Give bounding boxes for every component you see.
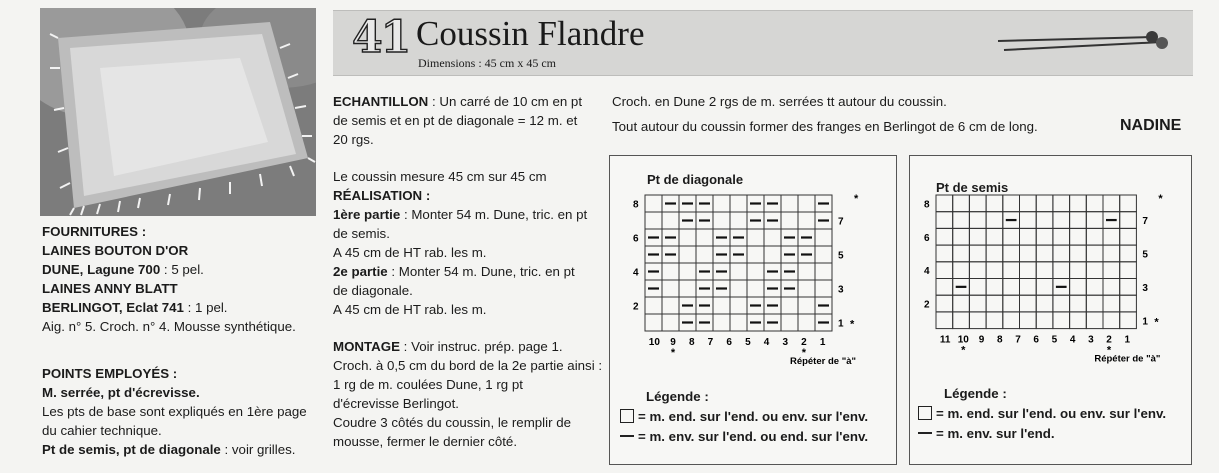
grid-cell xyxy=(662,280,679,297)
grid-cell xyxy=(815,229,832,246)
row-label-left: 4 xyxy=(924,266,930,278)
grid-cell xyxy=(798,212,815,229)
yarn-1: DUNE, Lagune 700 xyxy=(42,262,161,277)
grid-cell xyxy=(815,280,832,297)
row-label-right: 7 xyxy=(838,216,844,228)
grid-cell xyxy=(1120,279,1137,296)
grid-cell xyxy=(1036,212,1053,229)
row-label-right: 1 xyxy=(838,318,844,330)
grid-cell xyxy=(953,228,970,245)
grid-cell xyxy=(645,314,662,331)
grid-cell xyxy=(679,229,696,246)
row-label-left: 6 xyxy=(633,233,639,245)
pattern-title: Coussin Flandre xyxy=(416,14,645,53)
col-label: 7 xyxy=(707,337,714,348)
col-label: 3 xyxy=(1088,334,1094,346)
star-bottom: * xyxy=(850,318,855,331)
grid-cell xyxy=(1086,212,1103,229)
points-grids-line xyxy=(42,440,332,459)
grid-cell xyxy=(1070,228,1087,245)
part2-label: 2e partie xyxy=(333,264,388,279)
grid-cell xyxy=(1070,279,1087,296)
grid-cell xyxy=(1003,279,1020,296)
square-icon xyxy=(620,409,634,423)
brand-2: LAINES ANNY BLATT xyxy=(42,281,178,296)
grid-cell xyxy=(781,195,798,212)
grid-cell xyxy=(1120,262,1137,279)
grid-cell xyxy=(747,246,764,263)
grid-cell xyxy=(798,263,815,280)
grid-cell xyxy=(730,195,747,212)
grid-cell xyxy=(730,280,747,297)
col-label: 6 xyxy=(726,337,732,348)
grid-cell xyxy=(986,195,1003,212)
measure-line: Le coussin mesure 45 cm sur 45 cm xyxy=(333,169,547,184)
yarn-2: BERLINGOT, Eclat 741 xyxy=(42,300,184,315)
grid-cell xyxy=(730,297,747,314)
grid-cell xyxy=(662,212,679,229)
part2-line-2: de diagonale. xyxy=(333,283,413,298)
finishing-line-2: Tout autour du coussin former des franges en Berlingot de 6 cm de long. xyxy=(612,119,1038,134)
grid-cell xyxy=(645,297,662,314)
realisation-heading: RÉALISATION : xyxy=(333,188,431,203)
grid-cell xyxy=(1070,195,1087,212)
grid-cell xyxy=(969,312,986,329)
grid-cell xyxy=(798,195,815,212)
grid-cell xyxy=(730,314,747,331)
row-label-left: 8 xyxy=(633,199,639,211)
repeat-star: * xyxy=(961,344,966,357)
col-label: 10 xyxy=(957,334,969,346)
diagonal-stitch-grid xyxy=(615,185,885,385)
repeat-star: * xyxy=(801,347,807,359)
grid-cell xyxy=(730,212,747,229)
grid-cell xyxy=(1086,228,1103,245)
col-label: 4 xyxy=(1069,334,1076,346)
row-label-left: 2 xyxy=(633,301,639,313)
square-icon xyxy=(918,406,932,420)
echantillon-line-2: de semis et en pt de diagonale = 12 m. et xyxy=(333,113,578,128)
grid-cell xyxy=(1103,312,1120,329)
diagonal-legend-dash-row xyxy=(620,427,868,447)
echantillon-label: ECHANTILLON xyxy=(333,94,429,109)
grid-cell xyxy=(1103,228,1120,245)
grid-cell xyxy=(1120,195,1137,212)
points-note-2: du cahier technique. xyxy=(42,423,162,438)
repeat-star: * xyxy=(1106,344,1112,357)
part1-text-1: : Monter 54 m. Dune, tric. en pt xyxy=(400,207,588,222)
col-label: 9 xyxy=(978,334,985,346)
grid-cell xyxy=(953,312,970,329)
grid-cell xyxy=(953,295,970,312)
grid-cell xyxy=(1020,279,1037,296)
col-label: 2 xyxy=(1106,334,1112,346)
grid-cell xyxy=(1020,312,1037,329)
grid-cell xyxy=(1053,195,1070,212)
grid-cell xyxy=(1020,295,1037,312)
grid-cell xyxy=(798,314,815,331)
grid-cell xyxy=(1003,262,1020,279)
grid-cell xyxy=(936,195,953,212)
grid-cell xyxy=(969,212,986,229)
grid-cell xyxy=(1070,312,1087,329)
grid-cell xyxy=(781,314,798,331)
yarn-1-qty: : 5 pel. xyxy=(160,262,204,277)
col-label: 8 xyxy=(688,337,695,348)
grid-cell xyxy=(969,279,986,296)
row-label-right: 5 xyxy=(1142,249,1148,261)
semis-legend-square-row xyxy=(918,404,1166,424)
knitting-needles-icon xyxy=(992,26,1178,71)
grid-cell xyxy=(1086,195,1103,212)
grid-cell xyxy=(1053,228,1070,245)
grid-cell xyxy=(747,229,764,246)
grid-cell xyxy=(679,246,696,263)
grid-cell xyxy=(986,262,1003,279)
points-grids-rest: : voir grilles. xyxy=(220,442,296,457)
grid-cell xyxy=(781,212,798,229)
semis-legend-square: = m. end. sur l'end. ou env. sur l'env. xyxy=(936,406,1167,421)
instructions-column xyxy=(333,92,605,451)
grid-cell xyxy=(936,228,953,245)
grid-cell xyxy=(969,295,986,312)
part1-line-1 xyxy=(333,205,605,224)
part2-line-3: A 45 cm de HT rab. les m. xyxy=(333,302,487,317)
grid-cell xyxy=(679,263,696,280)
echantillon-line-1 xyxy=(333,92,605,111)
grid-cell xyxy=(713,297,730,314)
grid-cell xyxy=(662,263,679,280)
grid-cell xyxy=(1036,228,1053,245)
grid-cell xyxy=(815,246,832,263)
brand-1: LAINES BOUTON D'OR xyxy=(42,243,189,258)
grid-cell xyxy=(986,279,1003,296)
grid-cell xyxy=(1053,262,1070,279)
grid-cell xyxy=(1053,312,1070,329)
finishing-line-1: Croch. en Dune 2 rgs de m. serrées tt autour du coussin. xyxy=(612,94,947,109)
row-label-right: 5 xyxy=(838,250,844,262)
montage-line-2: Croch. à 0,5 cm du bord de la 2e partie ainsi : xyxy=(333,358,603,373)
diagonal-legend-square: = m. end. sur l'end. ou env. sur l'env. xyxy=(638,409,869,424)
col-label: 6 xyxy=(1033,334,1039,346)
row-label-left: 2 xyxy=(924,299,930,311)
points-heading: POINTS EMPLOYÉS : xyxy=(42,366,178,381)
col-label: 10 xyxy=(648,337,660,348)
grid-cell xyxy=(936,279,953,296)
semis-stitch-grid xyxy=(914,185,1186,385)
grid-cell xyxy=(781,297,798,314)
points-list: M. serrée, pt d'écrevisse. xyxy=(42,385,200,400)
dash-icon xyxy=(918,432,932,434)
grid-cell xyxy=(1103,245,1120,262)
grid-cell xyxy=(969,245,986,262)
grid-cell xyxy=(747,280,764,297)
fournitures-section xyxy=(42,222,332,336)
grid-cell xyxy=(1103,279,1120,296)
grid-cell xyxy=(662,314,679,331)
grid-cell xyxy=(969,195,986,212)
grid-cell xyxy=(1020,195,1037,212)
col-label: 5 xyxy=(1051,334,1058,346)
grid-cell xyxy=(645,195,662,212)
diagonal-legend-square-row xyxy=(620,407,868,427)
grid-cell xyxy=(986,245,1003,262)
montage-line-5: Coudre 3 côtés du coussin, le remplir de xyxy=(333,415,571,430)
grid-cell xyxy=(1120,295,1137,312)
row-label-right: 3 xyxy=(1142,282,1148,294)
grid-cell xyxy=(1120,245,1137,262)
col-label: 5 xyxy=(745,337,751,348)
col-label: 3 xyxy=(782,337,789,348)
semis-legend-heading: Légende : xyxy=(944,386,1007,401)
col-label: 1 xyxy=(1124,334,1131,346)
grid-cell xyxy=(747,263,764,280)
grid-cell xyxy=(1053,245,1070,262)
grid-cell xyxy=(679,280,696,297)
grid-cell xyxy=(953,262,970,279)
grid-cell xyxy=(798,280,815,297)
grid-cell xyxy=(986,212,1003,229)
part2-text-1: : Monter 54 m. Dune, tric. en pt xyxy=(387,264,575,279)
montage-line-4: d'écrevisse Berlingot. xyxy=(333,396,459,411)
repeat-star: * xyxy=(670,347,676,359)
grid-cell xyxy=(1036,295,1053,312)
part1-line-2: de semis. xyxy=(333,226,390,241)
grid-cell xyxy=(815,263,832,280)
grid-cell xyxy=(1086,262,1103,279)
grid-cell xyxy=(953,245,970,262)
grid-cell xyxy=(662,297,679,314)
star-bottom: * xyxy=(1154,316,1159,329)
grid-cell xyxy=(1036,195,1053,212)
points-section xyxy=(42,364,332,459)
grid-cell xyxy=(1020,262,1037,279)
semis-legend-dash-row xyxy=(918,424,1166,444)
row-label-left: 6 xyxy=(924,232,930,244)
grid-cell xyxy=(936,312,953,329)
grid-cell xyxy=(1003,245,1020,262)
grid-cell xyxy=(1070,245,1087,262)
grid-cell xyxy=(1070,295,1087,312)
grid-cell xyxy=(1036,245,1053,262)
grid-cell xyxy=(936,262,953,279)
grid-cell xyxy=(1036,279,1053,296)
part2-line-1 xyxy=(333,262,605,281)
diagonal-legend-dash: = m. env. sur l'end. ou end. sur l'env. xyxy=(638,429,869,444)
diagonal-legend xyxy=(638,387,869,447)
yarn-1-line xyxy=(42,260,332,279)
part1-line-3: A 45 cm de HT rab. les m. xyxy=(333,245,487,260)
star-top: * xyxy=(1158,193,1163,205)
grid-cell xyxy=(936,245,953,262)
row-label-left: 8 xyxy=(924,199,930,211)
grid-cell xyxy=(1103,295,1120,312)
grid-cell xyxy=(936,295,953,312)
diagonal-legend-heading: Légende : xyxy=(646,389,709,404)
grid-cell xyxy=(1036,262,1053,279)
diagonal-grid-title: Pt de diagonale xyxy=(647,172,744,187)
semis-grid-title: Pt de semis xyxy=(936,180,1009,195)
grid-cell xyxy=(764,229,781,246)
grid-cell xyxy=(1020,228,1037,245)
grid-cell xyxy=(1020,245,1037,262)
points-note-1: Les pts de base sont expliqués en 1ère page xyxy=(42,404,307,419)
designer-name: NADINE xyxy=(1120,117,1182,134)
col-label: 8 xyxy=(996,334,1003,346)
grid-cell xyxy=(1003,312,1020,329)
grid-cell xyxy=(1086,245,1103,262)
grid-cell xyxy=(1120,228,1137,245)
col-label: 4 xyxy=(763,337,770,348)
grid-cell xyxy=(730,263,747,280)
star-top: * xyxy=(854,193,859,205)
grid-cell xyxy=(764,246,781,263)
col-label: 9 xyxy=(670,337,676,348)
grid-cell xyxy=(969,262,986,279)
pattern-dimensions: Dimensions : 45 cm x 45 cm xyxy=(418,56,556,70)
semis-legend-dash: = m. env. sur l'end. xyxy=(936,426,1055,441)
montage-text-1: : Voir instruc. prép. page 1. xyxy=(399,339,563,354)
grid-cell xyxy=(1120,312,1137,329)
grid-cell xyxy=(1053,212,1070,229)
grid-cell xyxy=(1020,212,1037,229)
row-label-right: 7 xyxy=(1142,216,1148,228)
grid-cell xyxy=(986,228,1003,245)
grid-cell xyxy=(1003,228,1020,245)
montage-line-3: 1 rg de m. coulées Dune, 1 rg pt xyxy=(333,377,523,392)
dash-icon xyxy=(620,435,634,437)
finishing-text xyxy=(612,92,1112,136)
grid-cell xyxy=(1103,262,1120,279)
montage-label: MONTAGE xyxy=(333,339,400,354)
grid-cell xyxy=(1103,195,1120,212)
grid-cell xyxy=(696,246,713,263)
col-label: 11 xyxy=(939,334,951,346)
grid-cell xyxy=(1086,312,1103,329)
grid-cell xyxy=(1086,279,1103,296)
col-label: 1 xyxy=(819,337,826,348)
grid-cell xyxy=(936,212,953,229)
repeat-label: Répéter de "à" xyxy=(1094,353,1161,365)
echantillon-line-3: 20 rgs. xyxy=(333,132,374,147)
grid-cell xyxy=(1003,195,1020,212)
grid-cell xyxy=(1070,212,1087,229)
grid-cell xyxy=(1086,295,1103,312)
col-label: 7 xyxy=(1015,334,1021,346)
grid-cell xyxy=(953,195,970,212)
grid-cell xyxy=(986,295,1003,312)
semis-legend xyxy=(936,384,1167,444)
points-grids-bold: Pt de semis, pt de diagonale xyxy=(42,442,221,457)
yarn-2-qty: : 1 pel. xyxy=(183,300,228,315)
fournitures-heading: FOURNITURES : xyxy=(42,224,147,239)
montage-line-1 xyxy=(333,337,605,356)
grid-cell xyxy=(713,195,730,212)
grid-cell xyxy=(798,297,815,314)
echantillon-text-1: : Un carré de 10 cm en pt xyxy=(428,94,583,109)
cushion-photo xyxy=(40,8,316,216)
col-label: 2 xyxy=(801,337,807,348)
pattern-number: 41 xyxy=(352,12,410,63)
grid-cell xyxy=(953,212,970,229)
grid-cell xyxy=(969,228,986,245)
needles: Aig. n° 5. Croch. n° 4. Mousse synthétique. xyxy=(42,319,296,334)
repeat-label: Répéter de "à" xyxy=(789,356,856,367)
grid-cell xyxy=(1003,295,1020,312)
row-label-right: 1 xyxy=(1142,316,1148,328)
grid-cell xyxy=(645,212,662,229)
grid-cell xyxy=(713,314,730,331)
grid-cell xyxy=(696,229,713,246)
montage-line-6: mousse, fermer le dernier côté. xyxy=(333,434,518,449)
part1-label: 1ère partie xyxy=(333,207,401,222)
grid-cell xyxy=(1120,212,1137,229)
grid-cell xyxy=(1070,262,1087,279)
grid-cell xyxy=(1036,312,1053,329)
row-label-left: 4 xyxy=(633,267,639,279)
row-label-right: 3 xyxy=(838,284,844,296)
grid-cell xyxy=(713,212,730,229)
yarn-2-line xyxy=(42,298,332,317)
grid-cell xyxy=(1053,295,1070,312)
grid-cell xyxy=(986,312,1003,329)
